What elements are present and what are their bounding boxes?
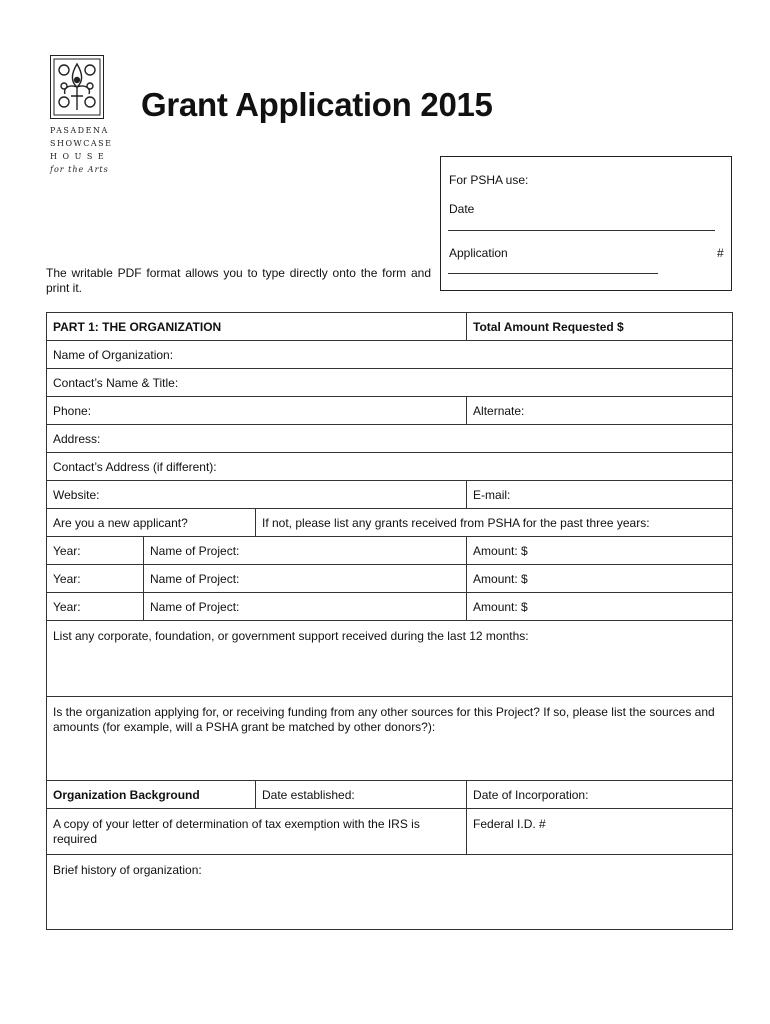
fleur-de-lis-emblem-icon [50,55,104,119]
psha-application-label: Application [449,246,508,260]
tax-exemption-note: A copy of your letter of determination of tax exemption with the IRS is required [47,809,467,855]
date-established-field[interactable]: Date established: [256,781,467,809]
support-received-field[interactable]: List any corporate, foundation, or government support received during the last 12 months: [47,621,733,697]
new-applicant-field[interactable]: Are you a new applicant? [47,509,256,537]
org-background-heading: Organization Background [47,781,256,809]
history-field[interactable]: Brief history of organization: [47,855,733,930]
alternate-phone-field[interactable]: Alternate: [467,397,733,425]
grant-year-field[interactable]: Year: [47,565,144,593]
grant-project-field[interactable]: Name of Project: [144,565,467,593]
psha-hash-label: # [717,246,724,260]
logo-line: H O U S E [50,152,106,161]
grant-amount-field[interactable]: Amount: $ [467,593,733,621]
grant-row [47,593,733,621]
date-incorporation-field[interactable]: Date of Incorporation: [467,781,733,809]
phone-field[interactable]: Phone: [47,397,467,425]
total-amount-field[interactable]: Total Amount Requested $ [467,313,733,341]
org-name-field[interactable]: Name of Organization: [47,341,733,369]
part1-heading: PART 1: THE ORGANIZATION [47,313,467,341]
psha-application-line [448,273,658,274]
grant-project-field[interactable]: Name of Project: [144,537,467,565]
grant-project-field[interactable]: Name of Project: [144,593,467,621]
logo-line: SHOWCASE [50,139,113,148]
logo-wordmark [50,124,113,176]
logo-line: PASADENA [50,126,109,135]
federal-id-field[interactable]: Federal I.D. # [467,809,733,855]
contact-name-field[interactable]: Contact’s Name & Title: [47,369,733,397]
website-field[interactable]: Website: [47,481,467,509]
grant-year-field[interactable]: Year: [47,537,144,565]
psha-logo [50,55,113,176]
grant-amount-field[interactable]: Amount: $ [467,565,733,593]
psha-date-line [448,230,715,231]
psha-use-box [440,156,732,291]
grants-received-label: If not, please list any grants received from PSHA for the past three years: [256,509,733,537]
grant-row [47,537,733,565]
grant-year-field[interactable]: Year: [47,593,144,621]
writable-note: The writable PDF format allows you to type directly onto the form and print it. [46,266,431,295]
address-field[interactable]: Address: [47,425,733,453]
page-title: Grant Application 2015 [141,86,493,123]
contact-address-field[interactable]: Contact’s Address (if different): [47,453,733,481]
email-field[interactable]: E-mail: [467,481,733,509]
other-sources-field[interactable]: Is the organization applying for, or receiving funding from any other sources for this Project? If so, please list the sources and amounts (for example, will a PSHA grant be matched by other donors?): [47,697,733,781]
psha-date-label: Date [449,202,475,216]
organization-form [46,312,733,930]
psha-use-label: For PSHA use: [449,173,529,187]
grant-amount-field[interactable]: Amount: $ [467,537,733,565]
logo-line: for the Arts [50,165,109,174]
grant-row [47,565,733,593]
